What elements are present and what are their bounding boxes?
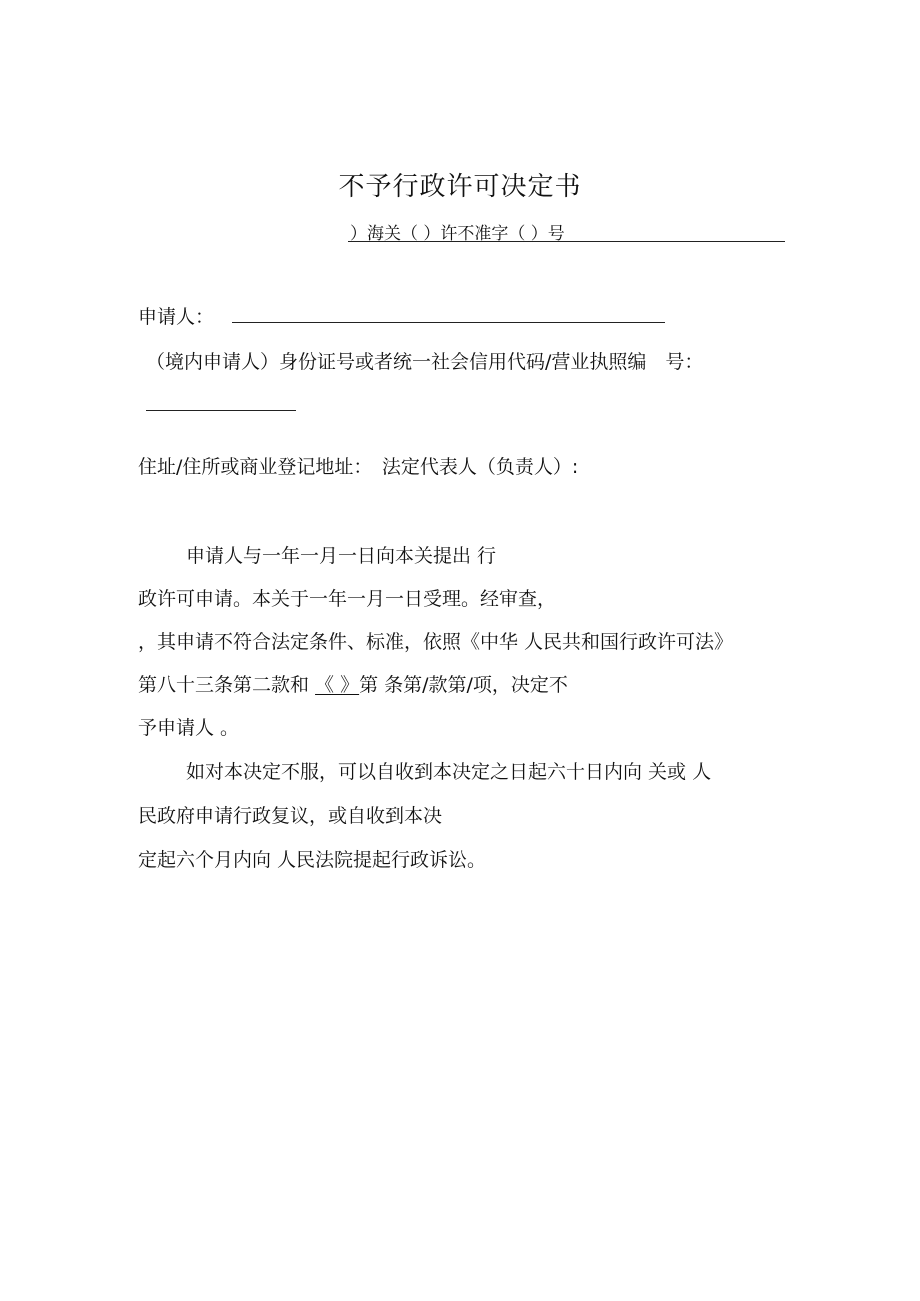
document-number-underline (348, 241, 785, 242)
document-title: 不予行政许可决定书 (338, 172, 582, 202)
paragraph1-line2: 政许可申请。本关于一年一月一日受理。经审查， (138, 588, 557, 610)
paragraph2-line1: 如对本决定不服，可以自收到本决定之日起六十日内向 关或 人 (186, 761, 712, 783)
paragraph1-line5: 予申请人 。 (138, 717, 240, 739)
id-number-label: （境内申请人）身份证号或者统一社会信用代码/营业执照编 号： (146, 351, 704, 373)
id-number-blank (146, 410, 296, 411)
paragraph1-line3: ，其申请不符合法定条件、标准，依照《中华 人民共和国行政许可法》 (138, 631, 734, 653)
law-name-blank: 《 》 (315, 674, 360, 696)
paragraph1-line4-prefix: 第八十三条第二款和 (138, 674, 316, 696)
document-number: ）海关（ ）许不准字（ ）号 (350, 224, 565, 244)
address-and-representative-label: 住址/住所或商业登记地址： 法定代表人（负责人）: (138, 456, 579, 478)
applicant-label: 申请人： (138, 306, 215, 328)
paragraph1-line4-suffix: 第 条第/款第/项，决定不 (359, 674, 568, 696)
applicant-blank (232, 322, 665, 323)
paragraph2-line3: 定起六个月内向 人民法院提起行政诉讼。 (138, 849, 487, 871)
paragraph2-line2: 民政府申请行政复议，或自收到本决 (138, 805, 443, 827)
paragraph1-line1: 申请人与一年一月一日向本关提出 行 (186, 545, 497, 567)
paragraph1-line4 (138, 670, 568, 697)
